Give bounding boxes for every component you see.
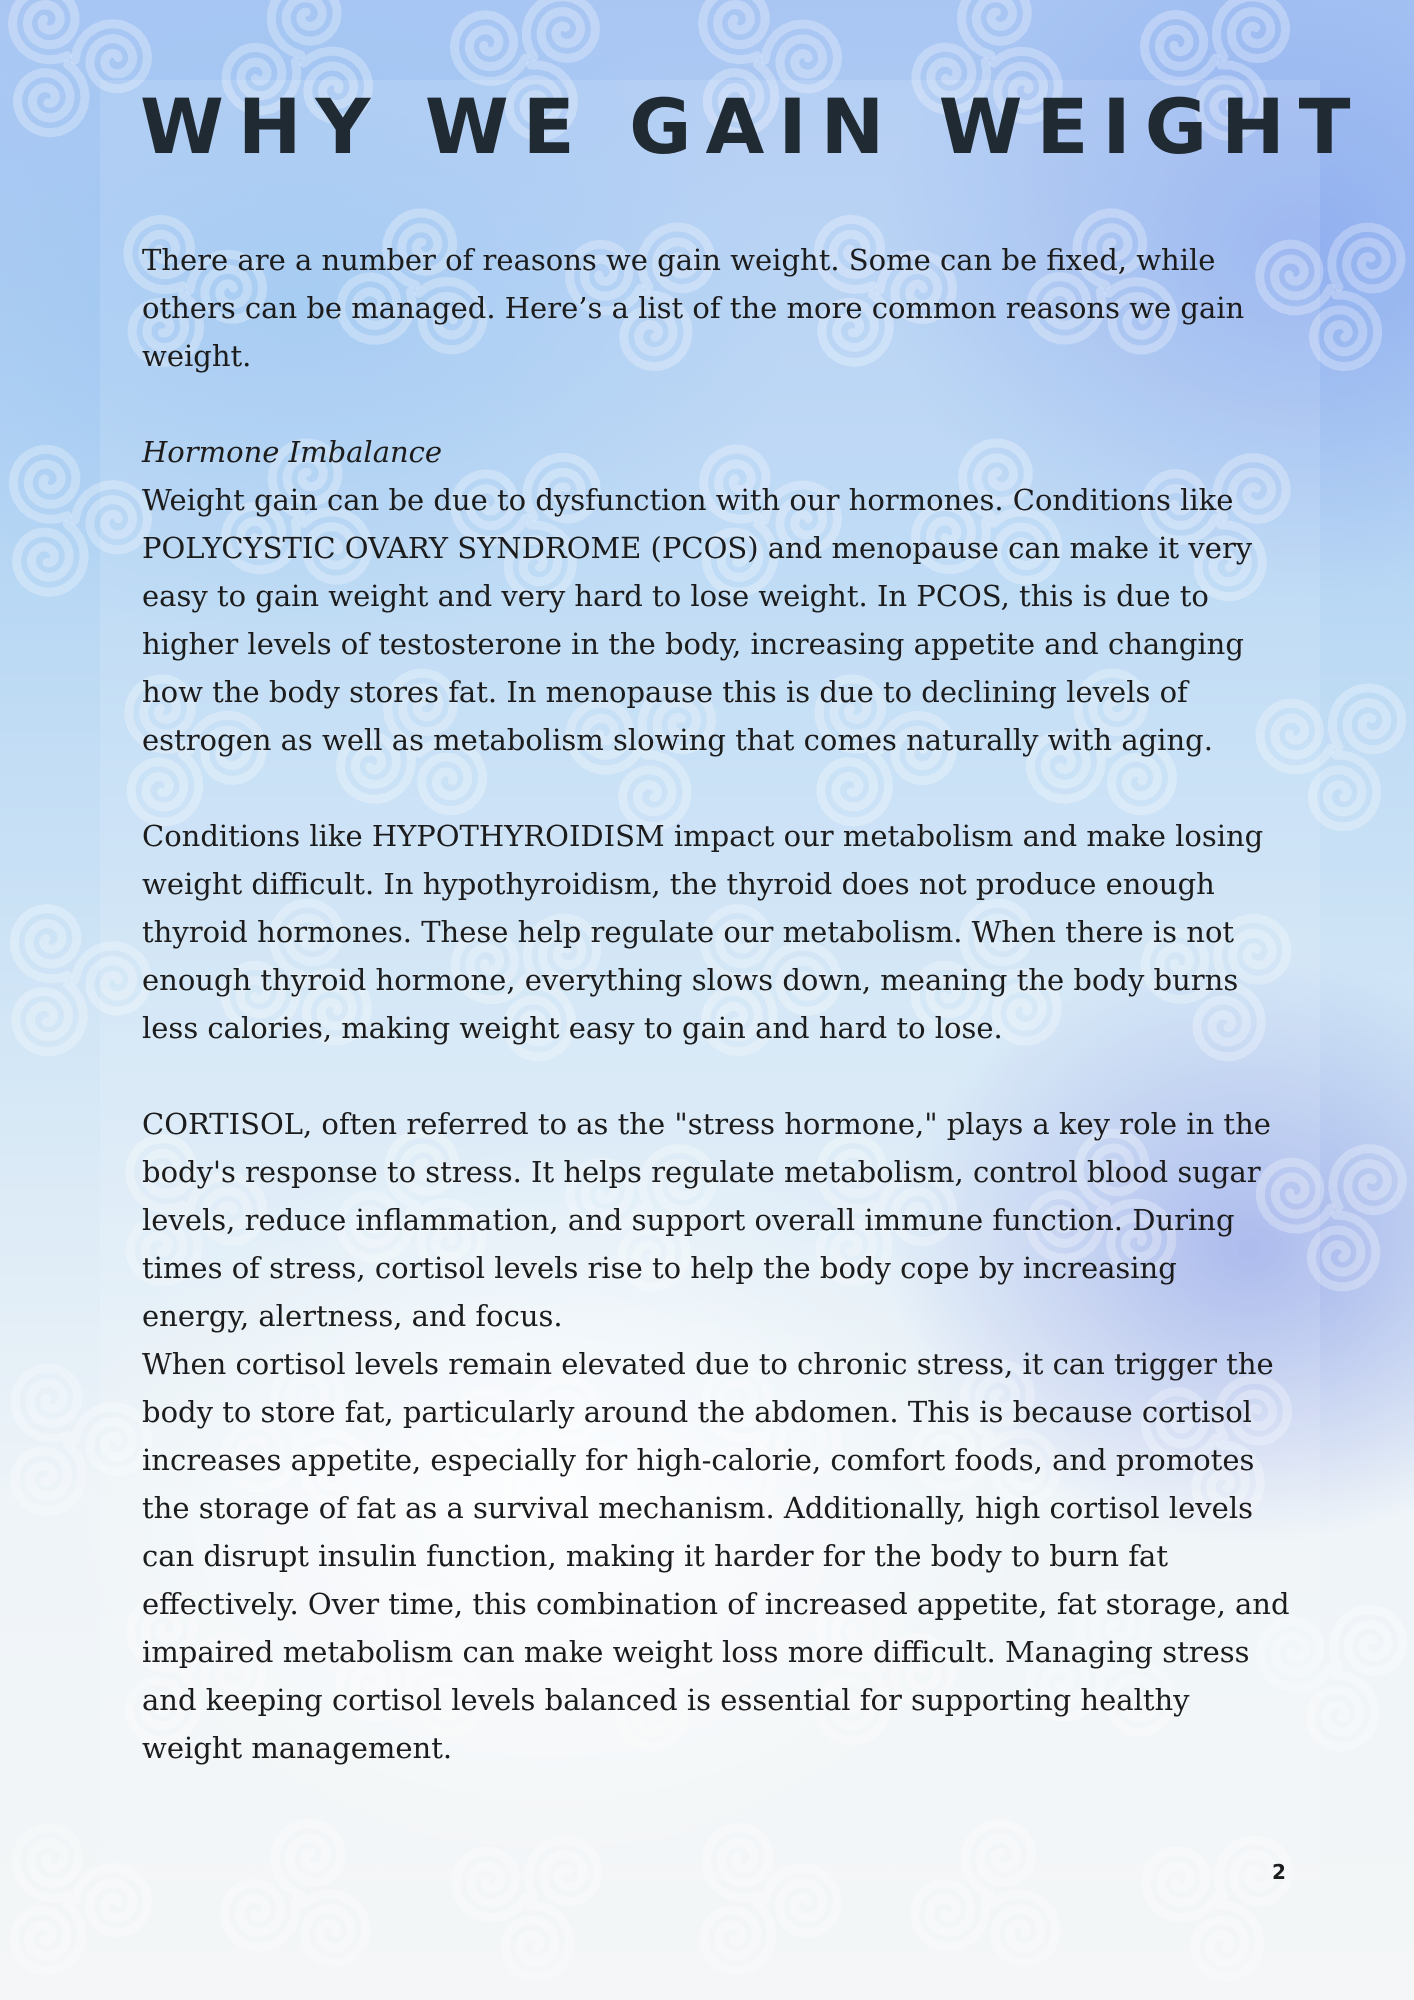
page-number: 2 xyxy=(1272,1860,1286,1884)
cortisol-paragraph: CORTISOL, often referred to as the "stress hormone," plays a key role in the body's response to stress. It helps regulate metabolism, control blood sugar levels, reduce inflammation, and support overall immune function. During times of stress, cortisol levels rise to help the body cope by increasing energy, alertness, and focus. xyxy=(142,1107,1271,1333)
swirl-arm xyxy=(526,0,595,58)
swirl-arm xyxy=(14,1904,82,1971)
swirl-arm xyxy=(703,0,766,60)
swirl-arm xyxy=(994,1894,1057,1963)
swirl-arm xyxy=(75,24,148,89)
swirl-arm xyxy=(16,1828,79,1898)
swirl-arm xyxy=(1333,1610,1403,1672)
swirl-arm xyxy=(1311,1215,1376,1287)
swirl-arm xyxy=(14,909,77,979)
swirl-arm xyxy=(16,984,84,1052)
swirl-arm xyxy=(15,1444,83,1511)
swirl-arm xyxy=(1332,227,1401,289)
section-heading: Hormone Imbalance xyxy=(142,435,443,469)
document-body xyxy=(142,236,1292,1772)
swirl-arm xyxy=(962,0,1028,55)
swirl-arm xyxy=(915,1883,986,1947)
swirl-arm xyxy=(1217,0,1286,59)
swirl-arm xyxy=(15,1368,78,1438)
swirl-arm xyxy=(1312,755,1376,827)
swirl-arm xyxy=(454,15,525,82)
swirl-arm xyxy=(17,524,85,592)
swirl-arm xyxy=(18,64,86,133)
swirl-arm xyxy=(1313,295,1377,367)
hormone-section xyxy=(142,428,1292,764)
swirl-arm xyxy=(304,1894,367,1963)
thyroid-paragraph: Conditions like HYPOTHYROIDISM impact our metabolism and make losing weight difficult. In hypothyroidism, the thyroid does not produce enough thyroid hormones. These help regulate our metabolism. When there is not enough thyroid hormone, everything slows down, meaning the body burns less calories, making weight easy to gain and hard to lose. xyxy=(142,819,1264,1045)
swirl-arm xyxy=(1332,688,1401,750)
swirl-arm xyxy=(704,1904,772,1971)
page-title: WHY WE GAIN WEIGHT xyxy=(140,82,1365,171)
intro-paragraph: There are a number of reasons we gain weight. Some can be fixed, while others can be managed. Here’s a list of the more common reasons we gain weight. xyxy=(142,243,1245,373)
cortisol-effects-paragraph: When cortisol levels remain elevated due to chronic stress, it can trigger the body to store fat, particularly around the abdomen. This is because cortisol increases appetite, especially for high-calorie, comfort foods, and promotes the storage of fat as a survival mechanism. Additionally, high cortisol levels can disrupt insulin function, making it harder for the body to burn fat effectively. Over time, this combination of increased appetite, fat storage, and impaired metabolism can make weight loss more difficult. Managing stress and keeping cortisol levels balanced is essential for supporting healthy weight management. xyxy=(142,1347,1290,1765)
swirl-arm xyxy=(1333,1149,1403,1211)
swirl-arm xyxy=(225,1883,296,1947)
pcos-paragraph: Weight gain can be due to dysfunction with our hormones. Conditions like POLYCYSTIC OVARY SYNDROME (PCOS) and menopause can make it very easy to gain weight and very hard to lose weight. In PCOS, this is due to higher levels of testosterone in the body, increasing appetite and changing how the body stores fat. In menopause this is due to declining levels of estrogen as well as metabolism slowing that comes naturally with aging. xyxy=(142,483,1253,757)
swirl-arm xyxy=(271,0,337,55)
swirl-arm xyxy=(12,0,75,60)
swirl-arm xyxy=(1145,15,1216,82)
swirl-arm xyxy=(13,449,76,519)
